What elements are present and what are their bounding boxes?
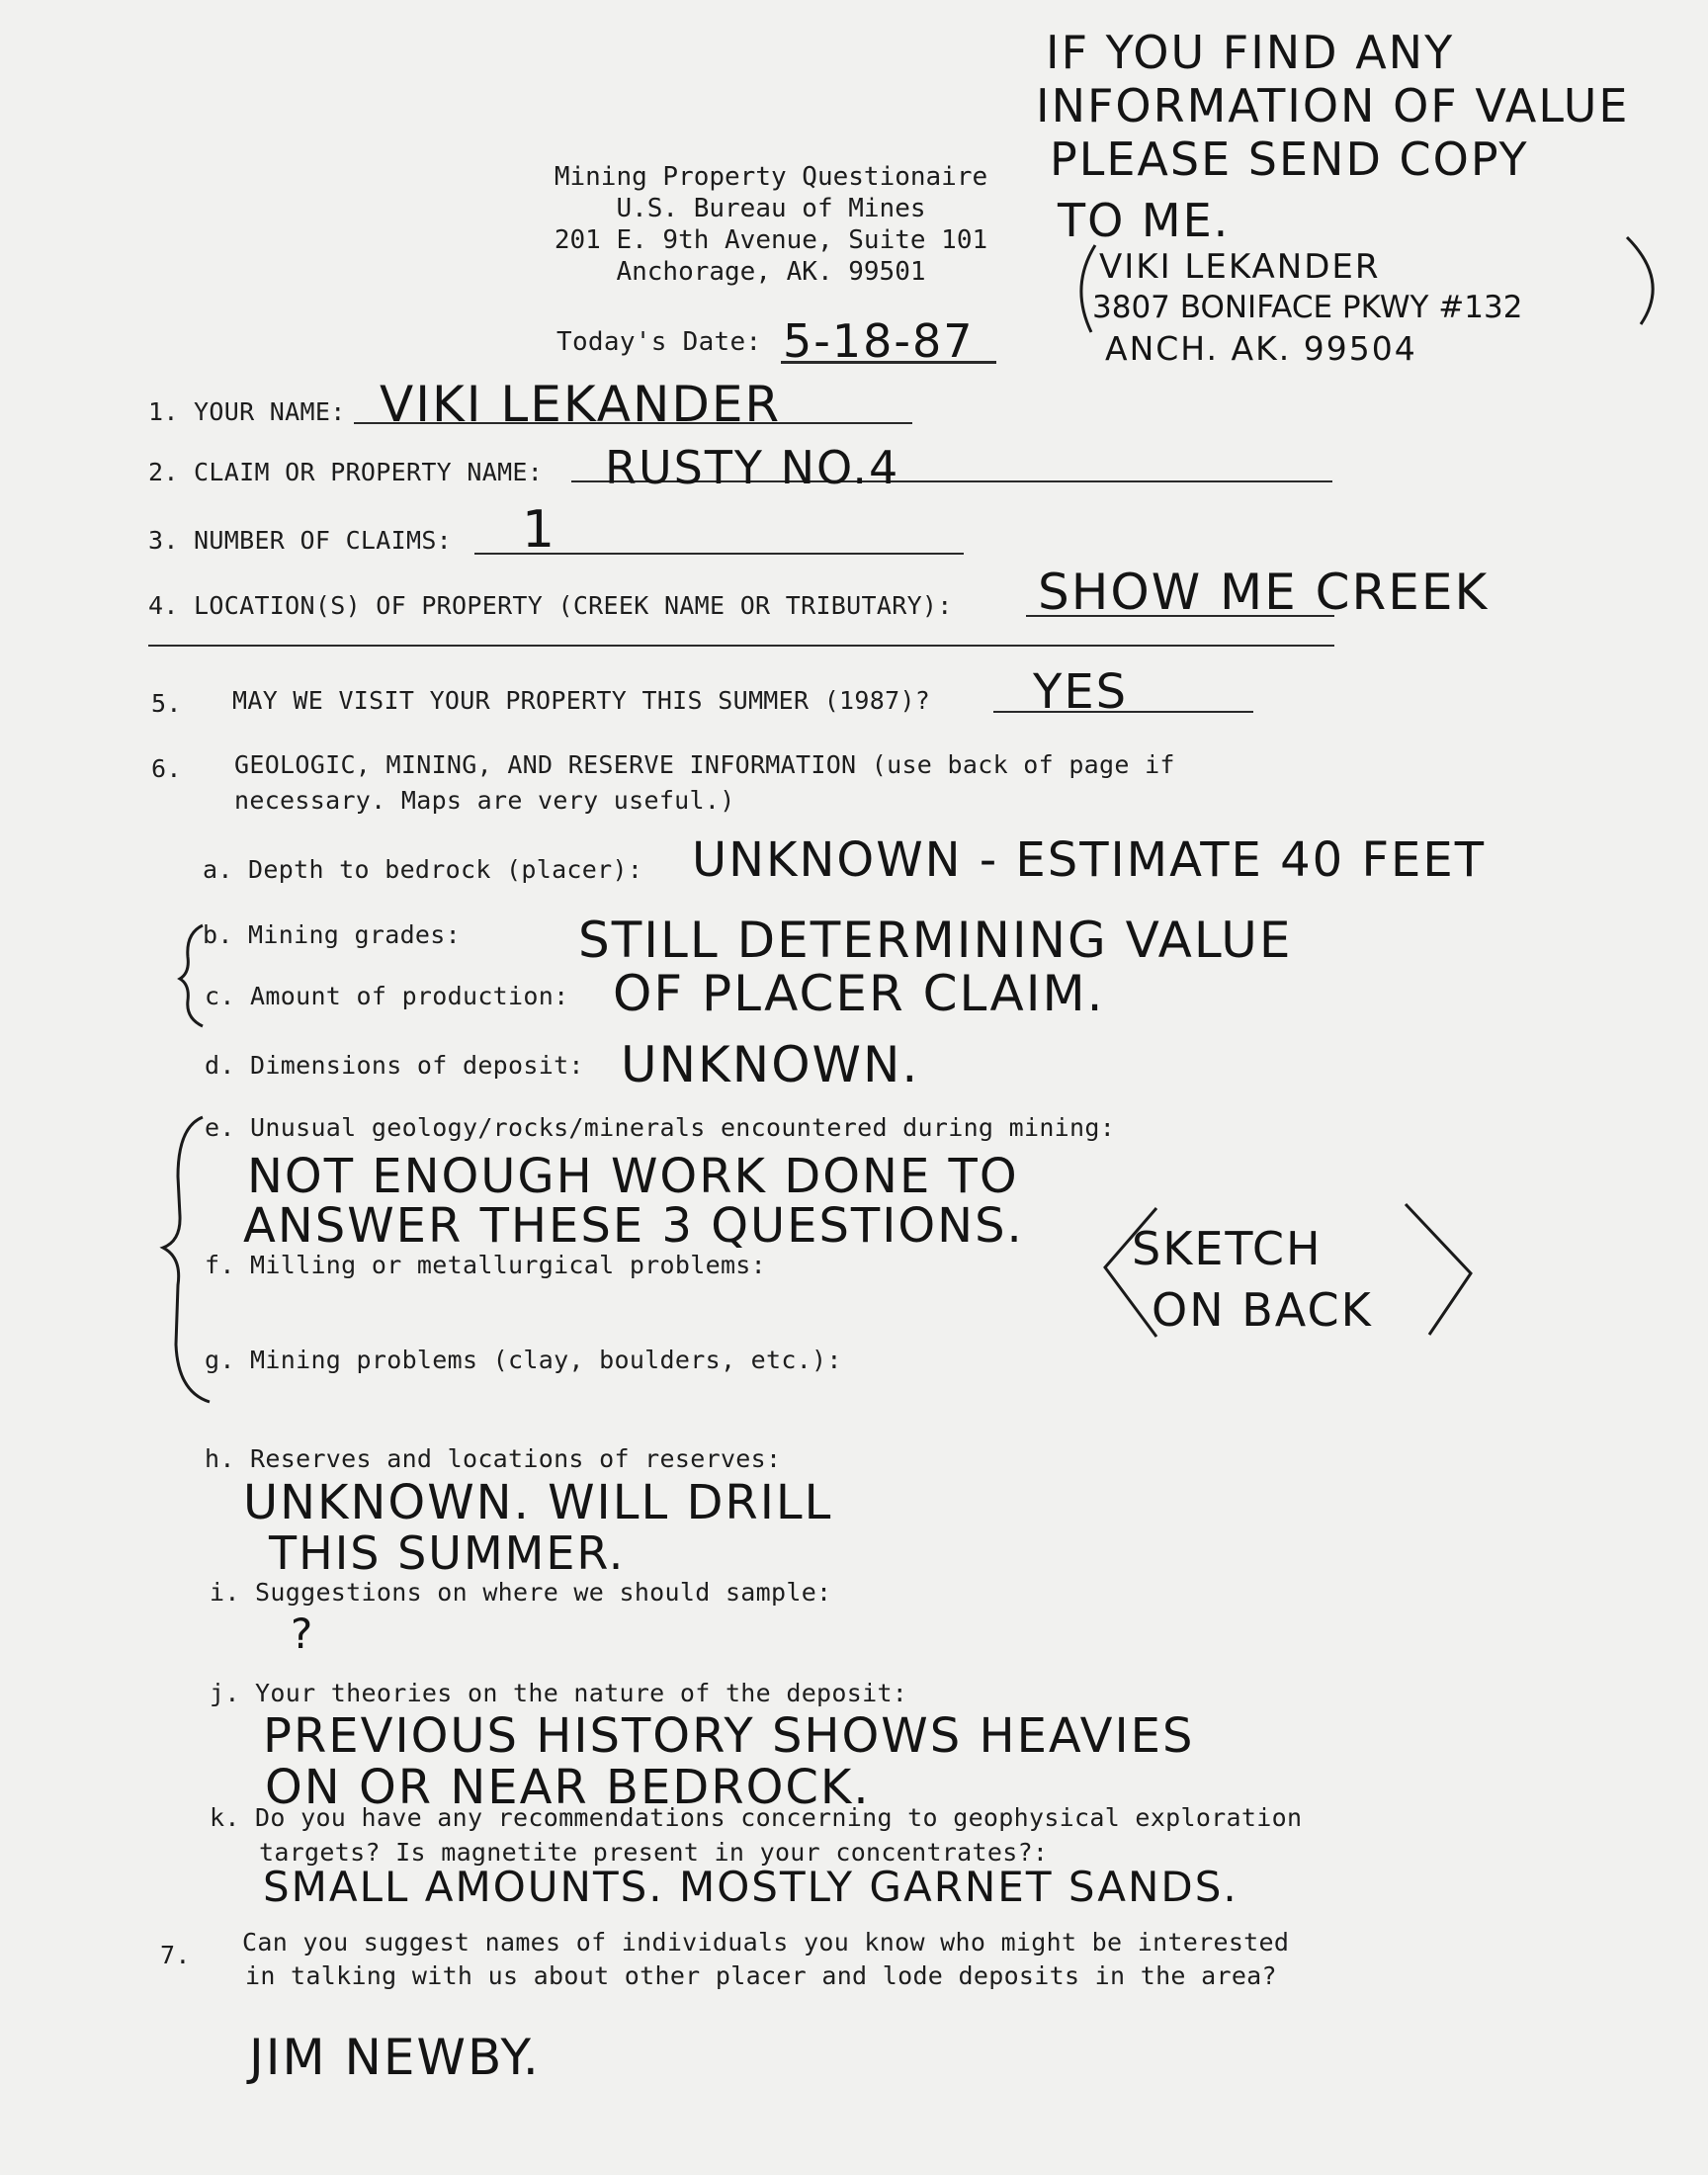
agency-street: 201 E. 9th Avenue, Suite 101 [554, 225, 988, 255]
q2-answer: RUSTY NO.4 [605, 441, 900, 494]
q1-label: 1. YOUR NAME: [148, 397, 346, 426]
q6h-answer-line-2: THIS SUMMER. [269, 1526, 626, 1580]
sketch-bracket-right [1406, 1204, 1471, 1335]
q6g-label: g. Mining problems (clay, boulders, etc.): [205, 1346, 842, 1374]
q6-number: 6. [151, 754, 182, 783]
q6f-label: f. Milling or metallurgical problems: [205, 1251, 766, 1279]
q5-answer: YES [1033, 664, 1129, 720]
q6d-answer: UNKNOWN. [621, 1036, 920, 1093]
q6k-label-line-2: targets? Is magnetite present in your concentrates?: [259, 1838, 1049, 1867]
sketch-bracket-left [1105, 1208, 1156, 1337]
q3-label: 3. NUMBER OF CLAIMS: [148, 526, 453, 555]
q6k-answer: SMALL AMOUNTS. MOSTLY GARNET SANDS. [263, 1863, 1238, 1911]
form-title: Mining Property Questionaire [554, 162, 988, 192]
margin-note-line-3: PLEASE SEND COPY [1050, 132, 1529, 186]
q7-label-line-2: in talking with us about other placer and lode deposits in the area? [245, 1961, 1277, 1990]
margin-address-city: ANCH. AK. 99504 [1105, 329, 1417, 368]
agency-city: Anchorage, AK. 99501 [616, 257, 926, 287]
q6e-label: e. Unusual geology/rocks/minerals encountered during mining: [205, 1113, 1116, 1142]
q6c-label: c. Amount of production: [205, 982, 569, 1010]
margin-address-street: 3807 BONIFACE PKWY #132 [1092, 290, 1523, 325]
date-value: 5-18-87 [783, 314, 975, 368]
q6h-answer-line-1: UNKNOWN. WILL DRILL [243, 1475, 833, 1530]
q6a-answer: UNKNOWN - ESTIMATE 40 FEET [692, 832, 1487, 888]
q6a-label: a. Depth to bedrock (placer): [203, 855, 643, 884]
margin-note-line-1: IF YOU FIND ANY [1046, 26, 1455, 79]
q6i-answer: ? [291, 1610, 315, 1658]
q6e-answer-line-1: NOT ENOUGH WORK DONE TO [247, 1149, 1019, 1204]
q6h-label: h. Reserves and locations of reserves: [205, 1444, 782, 1473]
q7-number: 7. [160, 1941, 191, 1969]
q7-label-line-1: Can you suggest names of individuals you know who might be interested [242, 1928, 1290, 1957]
q7-answer: JIM NEWBY. [249, 2029, 541, 2086]
margin-note-line-2: INFORMATION OF VALUE [1036, 79, 1630, 132]
q5-label: MAY WE VISIT YOUR PROPERTY THIS SUMMER (1987)? [232, 686, 931, 715]
q4-label: 4. LOCATION(S) OF PROPERTY (CREEK NAME OR TRIBUTARY): [148, 591, 953, 620]
brace-e-g [163, 1117, 210, 1402]
q4-answer: SHOW ME CREEK [1038, 564, 1490, 621]
q6b-label: b. Mining grades: [203, 920, 461, 949]
margin-note-line-4: TO ME. [1058, 194, 1231, 247]
sketch-note-line-1: SKETCH [1132, 1222, 1323, 1275]
q6i-label: i. Suggestions on where we should sample: [210, 1578, 832, 1607]
q6b-answer: STILL DETERMINING VALUE [578, 912, 1293, 969]
q6k-label-line-1: k. Do you have any recommendations concerning to geophysical exploration [210, 1803, 1303, 1832]
q6-label-line-1: GEOLOGIC, MINING, AND RESERVE INFORMATION (use back of page if [234, 750, 1175, 779]
q6e-answer-line-2: ANSWER THESE 3 QUESTIONS. [243, 1198, 1024, 1254]
q6-label-line-2: necessary. Maps are very useful.) [234, 786, 735, 815]
q6d-label: d. Dimensions of deposit: [205, 1051, 584, 1080]
q1-answer: VIKI LEKANDER [380, 376, 782, 433]
q6c-answer: OF PLACER CLAIM. [613, 965, 1105, 1022]
date-label: Today's Date: [556, 327, 762, 357]
brace-b-c [180, 925, 203, 1026]
agency-name: U.S. Bureau of Mines [616, 194, 926, 223]
margin-address-name: VIKI LEKANDER [1099, 247, 1381, 287]
q5-number: 5. [151, 689, 182, 718]
q6j-label: j. Your theories on the nature of the deposit: [210, 1679, 908, 1707]
q2-label: 2. CLAIM OR PROPERTY NAME: [148, 458, 544, 486]
address-bracket-right [1627, 237, 1653, 324]
q3-answer: 1 [522, 500, 557, 560]
q6j-answer-line-2: ON OR NEAR BEDROCK. [265, 1760, 871, 1815]
q6j-answer-line-1: PREVIOUS HISTORY SHOWS HEAVIES [263, 1708, 1195, 1764]
address-bracket-left [1081, 245, 1095, 332]
sketch-note-line-2: ON BACK [1152, 1283, 1373, 1337]
